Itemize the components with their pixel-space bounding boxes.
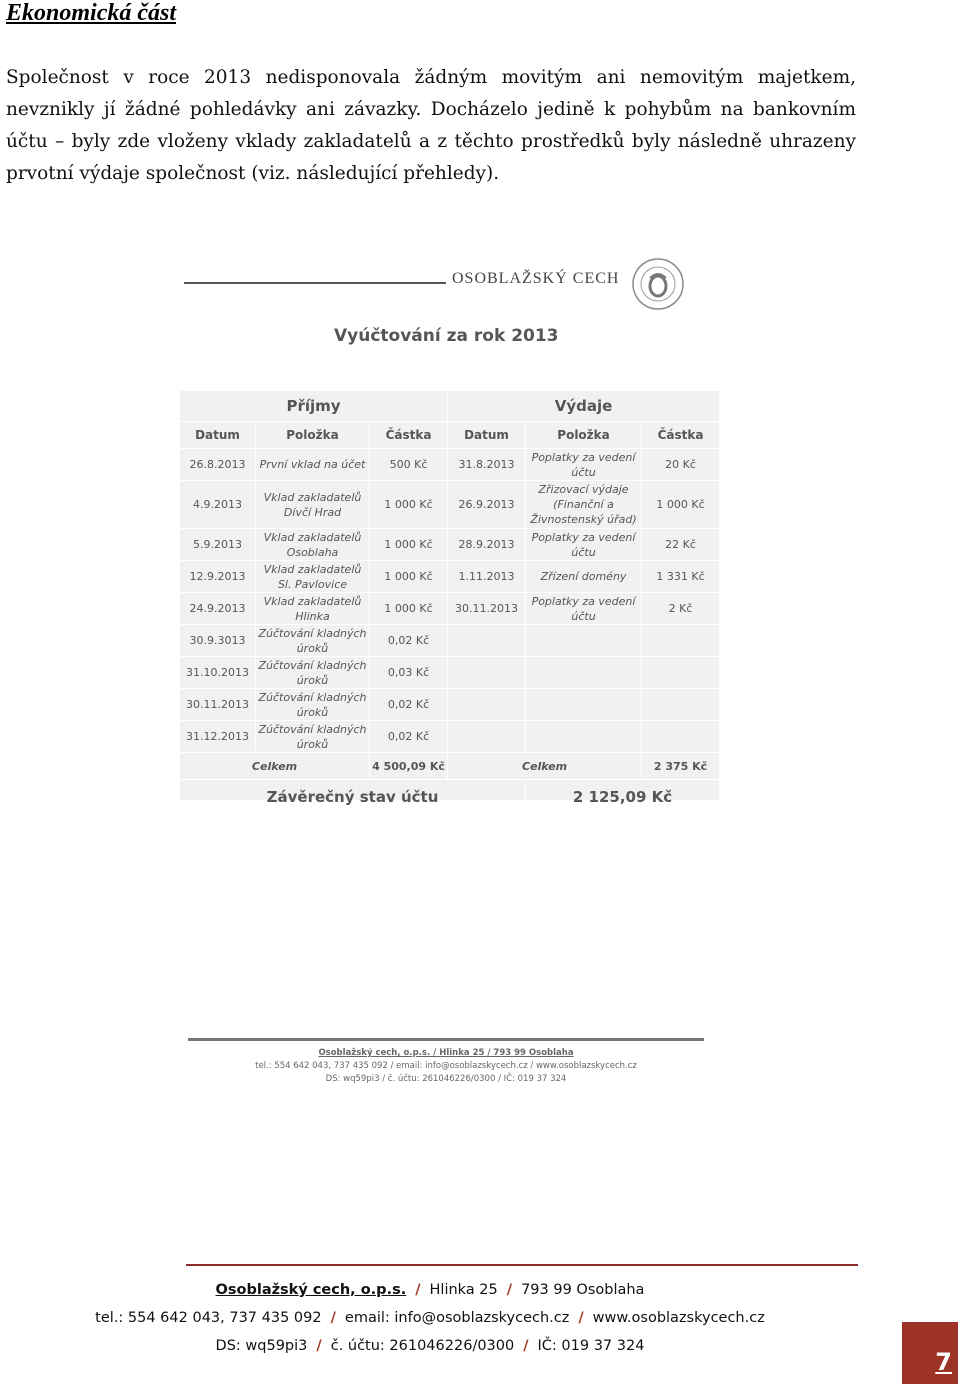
col-amount-income: Částka [370,422,448,449]
letterhead-brand: OSOBLAŽSKÝ CECH [452,270,620,287]
income-item: Zúčtování kladných úroků [256,625,370,657]
page-number: 7 [902,1322,958,1384]
expense-amount: 2 Kč [642,593,720,625]
footer-account: č. účtu: 261046226/0300 [330,1338,515,1354]
table-row [180,689,720,721]
expense-date: 1.11.2013 [448,561,526,593]
table-row [180,529,720,561]
footer-phone: tel.: 554 642 043, 737 435 092 [95,1310,322,1326]
expense-item: Poplatky za vedení účtu [526,593,642,625]
page-footer-rule [186,1264,858,1266]
income-date: 30.9.3013 [180,625,256,657]
income-header: Příjmy [180,391,448,422]
expense-amount: 20 Kč [642,449,720,481]
income-item: Zúčtování kladných úroků [256,721,370,753]
col-date-income: Datum [180,422,256,449]
section-heading: Ekonomická část [6,0,177,26]
expense-total-label: Celkem [448,753,642,780]
income-item: Vklad zakladatelů Dívčí Hrad [256,481,370,529]
expense-date [448,625,526,657]
table-row [180,657,720,689]
expense-amount: 22 Kč [642,529,720,561]
statement-footer-line: Osoblažský cech, o.p.s. / Hlinka 25 / 793 99 Osoblaha [318,1048,574,1058]
final-balance-label: Závěrečný stav účtu [180,780,526,815]
osoblazsky-cech-seal-icon [630,256,686,312]
expense-item: Zřizovací výdaje (Finanční a Živnostenský úřad) [526,481,642,529]
income-date: 30.11.2013 [180,689,256,721]
final-balance-row [180,780,720,815]
income-amount: 1 000 Kč [370,481,448,529]
income-item: Zúčtování kladných úroků [256,657,370,689]
footer-web: www.osoblazskycech.cz [592,1310,765,1326]
table-row [180,481,720,529]
expense-date [448,657,526,689]
income-amount: 0,02 Kč [370,721,448,753]
footer-ds: DS: wq59pi3 [215,1338,308,1354]
footer-contact-line [0,1304,860,1332]
table-row [180,593,720,625]
expense-date: 31.8.2013 [448,449,526,481]
income-item: První vklad na účet [256,449,370,481]
expense-amount [642,721,720,753]
income-total: 4 500,09 Kč [370,753,448,780]
expense-date [448,721,526,753]
expense-amount: 1 000 Kč [642,481,720,529]
statement-title: Vyúčtování za rok 2013 [334,326,559,346]
expense-item: Poplatky za vedení účtu [526,529,642,561]
expense-amount [642,657,720,689]
expense-amount: 1 331 Kč [642,561,720,593]
expense-amount [642,689,720,721]
col-amount-expense: Částka [642,422,720,449]
expense-item: Zřízení domény [526,561,642,593]
separator-slash: / [316,1338,322,1354]
final-balance-amount: 2 125,09 Kč [526,780,720,815]
col-date-expense: Datum [448,422,526,449]
expense-header: Výdaje [448,391,720,422]
income-item: Zúčtování kladných úroků [256,689,370,721]
footer-registration-line [0,1332,860,1360]
income-amount: 500 Kč [370,449,448,481]
expense-item [526,625,642,657]
statement-footer-line: tel.: 554 642 043, 737 435 092 / email: info@osoblazskycech.cz / www.osoblazskycech.cz [255,1061,637,1071]
income-item: Vklad zakladatelů Osoblaha [256,529,370,561]
expense-item: Poplatky za vedení účtu [526,449,642,481]
separator-slash: / [506,1282,513,1298]
income-total-label: Celkem [180,753,370,780]
separator-slash: / [330,1310,336,1326]
footer-org: Osoblažský cech, o.p.s. [215,1282,407,1298]
income-date: 5.9.2013 [180,529,256,561]
footer-city: 793 99 Osoblaha [521,1282,645,1298]
expense-amount [642,625,720,657]
letterhead-rule [184,282,446,284]
expense-item [526,657,642,689]
statement-footer-line: DS: wq59pi3 / č. účtu: 261046226/0300 / IČ: 019 37 324 [325,1074,567,1084]
expense-total: 2 375 Kč [642,753,720,780]
income-date: 12.9.2013 [180,561,256,593]
expense-item [526,721,642,753]
col-item-income: Položka [256,422,370,449]
expense-date: 30.11.2013 [448,593,526,625]
statement-table-panel [179,390,719,806]
totals-row [180,753,720,780]
table-row [180,625,720,657]
income-date: 26.8.2013 [180,449,256,481]
table-row [180,721,720,753]
table-row [180,449,720,481]
footer-ico: IČ: 019 37 324 [537,1338,645,1354]
separator-slash: / [415,1282,421,1298]
income-amount: 1 000 Kč [370,593,448,625]
income-date: 24.9.2013 [180,593,256,625]
income-amount: 1 000 Kč [370,529,448,561]
statement-letterhead [184,256,704,316]
statement-footer-rule [188,1038,704,1041]
income-amount: 0,03 Kč [370,657,448,689]
expense-item [526,689,642,721]
expense-date: 28.9.2013 [448,529,526,561]
intro-paragraph: Společnost v roce 2013 nedisponovala žádným movitým ani nemovitým majetkem, nevznikly jí žádné pohledávky ani závazky. Docházelo jedině k pohybům na bankovním účtu – byly zde vloženy vklady zakladatelů a z těchto prostředků byly následně uhrazeny prvotní výdaje společnost (viz. následující přehledy). [6,67,856,184]
footer-address-line [0,1276,860,1304]
table-row [180,561,720,593]
separator-slash: / [578,1310,584,1326]
income-amount: 1 000 Kč [370,561,448,593]
income-amount: 0,02 Kč [370,689,448,721]
statement-table [179,390,720,815]
income-item: Vklad zakladatelů Hlinka [256,593,370,625]
footer-email: email: info@osoblazskycech.cz [344,1310,570,1326]
income-date: 31.12.2013 [180,721,256,753]
page-footer [0,1276,860,1360]
income-date: 4.9.2013 [180,481,256,529]
expense-date: 26.9.2013 [448,481,526,529]
statement-footer [188,1038,704,1094]
income-item: Vklad zakladatelů Sl. Pavlovice [256,561,370,593]
col-item-expense: Položka [526,422,642,449]
footer-address: Hlinka 25 [429,1282,498,1298]
income-amount: 0,02 Kč [370,625,448,657]
income-date: 31.10.2013 [180,657,256,689]
separator-slash: / [523,1338,529,1354]
expense-date [448,689,526,721]
